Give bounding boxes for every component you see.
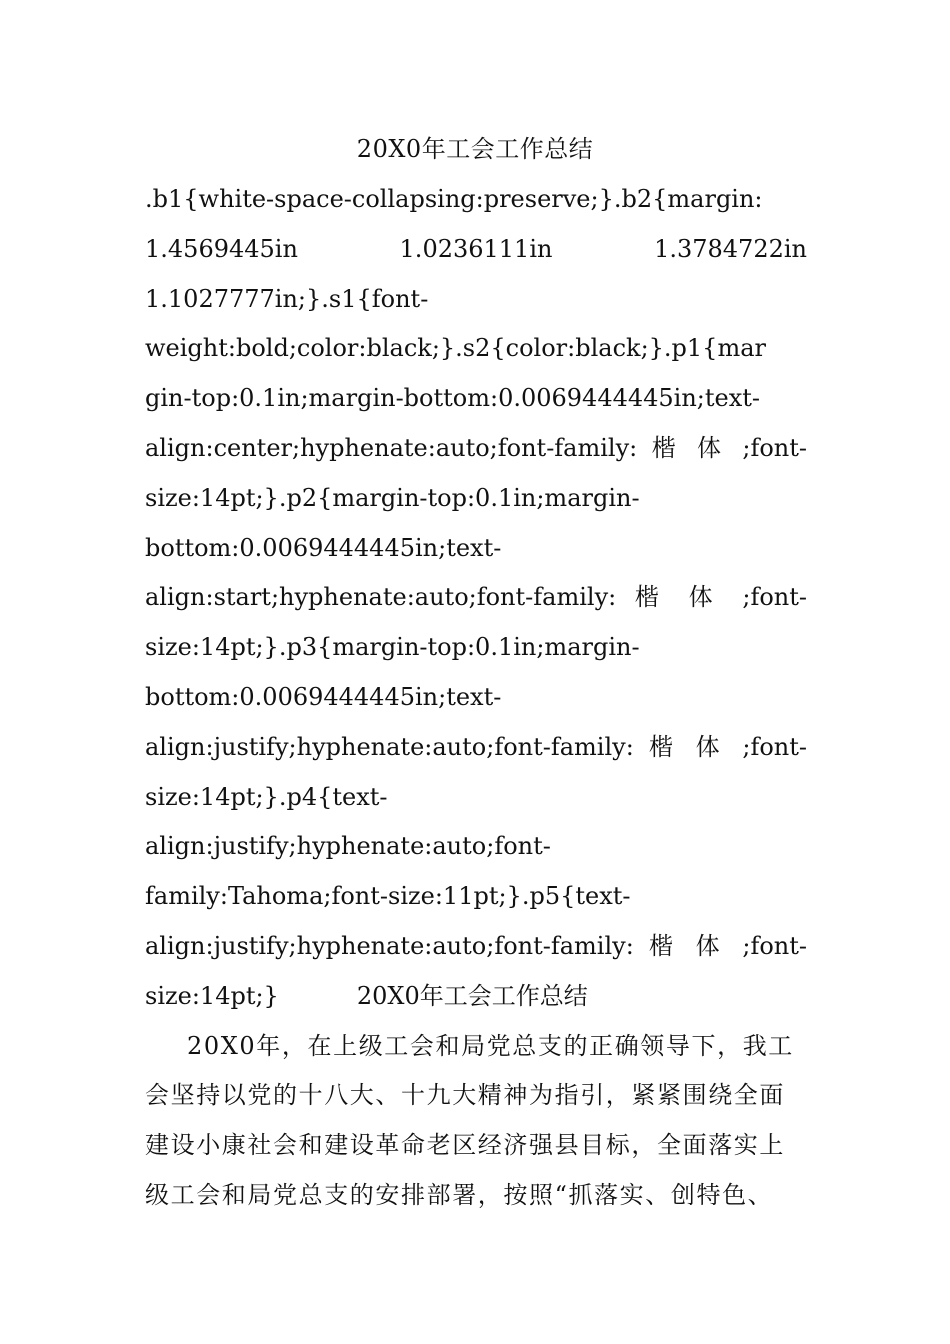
code-line: 1.1027777in;}.s1{font-: [145, 284, 429, 313]
code-line-with-title: [145, 975, 807, 1025]
code-line: align:center;hyphenate:auto;font-family: 楷 体 ;font-: [145, 433, 807, 462]
document-title: 20X0年工会工作总结: [356, 135, 594, 163]
code-line: .b1{white-space-collapsing:preserve;}.b2{margin:: [145, 185, 763, 213]
paragraph-line: 级工会和局党总支的安排部署，按照“抓落实、创特色、: [145, 1180, 774, 1209]
inline-title: 20X0年工会工作总结: [356, 981, 588, 1010]
code-line: size:14pt;}.p2{margin-top:0.1in;margin-: [145, 483, 640, 512]
code-line: align:justify;hyphenate:auto;font-family: 楷 体 ;font-: [145, 931, 807, 960]
code-line: align:start;hyphenate:auto;font-family: 楷 体 ;font-: [145, 583, 807, 612]
code-line: weight:bold;color:black;}.s2{color:black;}.p1{mar: [145, 334, 766, 363]
last-code-fragment: size:14pt;}: [145, 981, 279, 1010]
code-line: size:14pt;}.p3{margin-top:0.1in;margin-: [145, 633, 640, 662]
code-line: size:14pt;}.p4{text-: [145, 782, 388, 811]
code-line: bottom:0.0069444445in;text-: [145, 533, 502, 562]
code-line: gin-top:0.1in;margin-bottom:0.0069444445in;text-: [145, 384, 761, 413]
paragraph-line: 建设小康社会和建设革命老区经济强县目标，全面落实上: [145, 1131, 785, 1160]
code-line: align:justify;hyphenate:auto;font-family: 楷 体 ;font-: [145, 732, 807, 761]
paragraph-line: 会坚持以党的十八大、十九大精神为指引，紧紧围绕全面: [145, 1081, 785, 1110]
code-line: align:justify;hyphenate:auto;font-: [145, 832, 551, 861]
code-line: family:Tahoma;font-size:11pt;}.p5{text-: [145, 882, 631, 911]
paragraph-line: 20X0年，在上级工会和局党总支的正确领导下，我工: [187, 1031, 794, 1060]
code-line: bottom:0.0069444445in;text-: [145, 682, 502, 711]
document-body: [145, 178, 807, 1224]
code-line: 1.4569445in 1.0236111in 1.3784722in: [145, 234, 807, 263]
